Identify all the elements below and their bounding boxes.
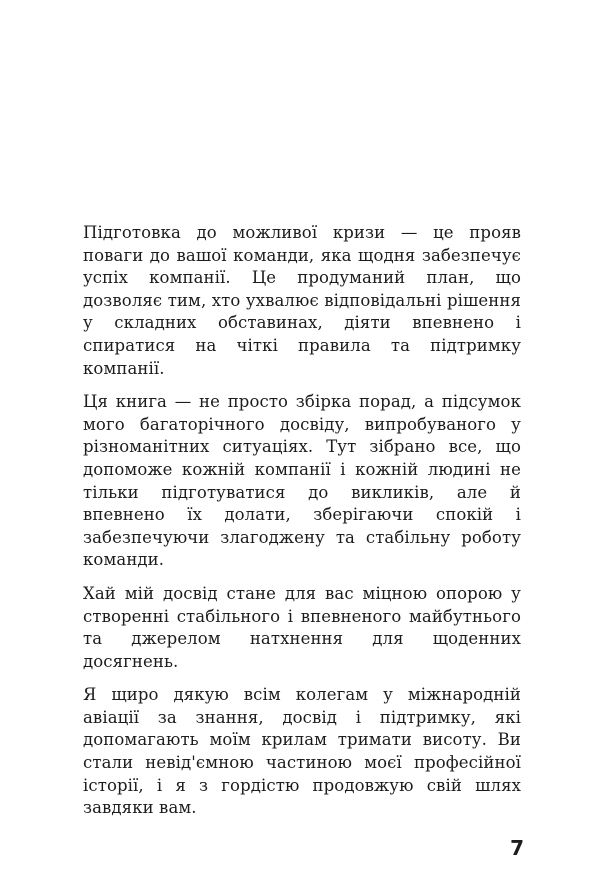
paragraph-1: Підготовка до можливої кризи — це прояв поваги до вашої команди, яка щодня забезпечує успіх компанії. Це продуманий план, що дозволяє тим, хто ухвалює відповідальні рішення у складних обставинах, діяти впевнено і спиратися на чіткі правила та підтримку компанії.: [83, 223, 521, 378]
page-body: [83, 222, 521, 831]
paragraph-2: Ця книга — не просто збірка порад, а підсумок мого багаторічного досвіду, випробуваного у різноманітних ситуаціях. Тут зібрано все, що допоможе кожній компанії і кожній людині не тільки підготуватися до викликів, але й впевнено їх долати, зберігаючи спокій і забезпечуючи злагоджену та стабільну роботу команди.: [83, 392, 521, 570]
paragraph-3: Хай мій досвід стане для вас міцною опорою у створенні стабільного і впевненого майбутнього та джерелом натхнення для щоденних досягнень.: [83, 583, 521, 671]
page-number: 7: [510, 836, 524, 860]
paragraph-4: Я щиро дякую всім колегам у міжнародній авіації за знання, досвід і підтримку, які допомагають моїм крилам тримати висоту. Ви стали невід'ємною частиною моєї професійної історії, і я з гордістю продовжую свій шлях завдяки вам.: [83, 685, 521, 818]
